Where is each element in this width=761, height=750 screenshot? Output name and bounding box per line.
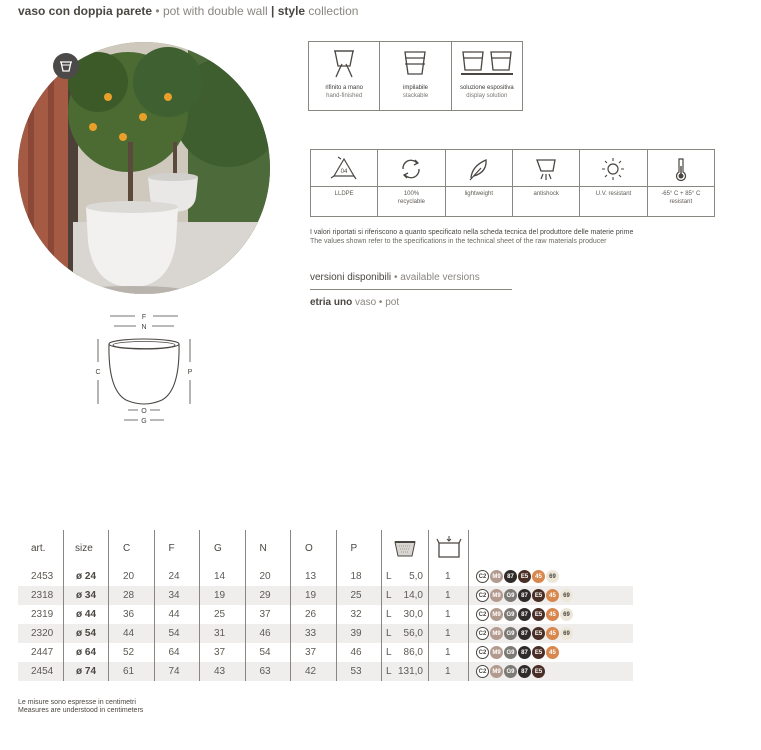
color-swatch[interactable]: E5 <box>532 627 545 640</box>
header-o: O <box>305 543 313 554</box>
color-swatch[interactable]: G9 <box>504 665 517 678</box>
header-c: C <box>123 543 131 554</box>
title-style: style <box>277 4 306 18</box>
cell-n: 63 <box>259 666 271 677</box>
volume-value: 14,0 <box>403 590 423 601</box>
size-table <box>18 530 633 681</box>
color-swatch[interactable]: 87 <box>518 665 531 678</box>
color-swatch[interactable]: C2 <box>476 646 489 659</box>
cell-volume <box>381 609 428 620</box>
header-size: size <box>75 543 93 554</box>
color-swatch[interactable]: 45 <box>546 608 559 621</box>
header-p: P <box>350 543 358 554</box>
color-swatch[interactable]: 87 <box>504 570 517 583</box>
color-swatch[interactable]: G9 <box>504 589 517 602</box>
color-swatches <box>468 570 633 583</box>
cell-o: 42 <box>305 666 317 677</box>
color-swatches <box>468 627 633 640</box>
stackable-icon <box>402 48 428 78</box>
cell-c: 52 <box>123 647 135 658</box>
cell-g: 43 <box>214 666 226 677</box>
volume-value: 56,0 <box>403 628 423 639</box>
product-title: etria uno <box>310 297 353 308</box>
footnote-it: Le misure sono espresse in centimetri <box>18 699 136 706</box>
volume-value: 86,0 <box>403 647 423 658</box>
dim-c: C <box>95 369 101 376</box>
dim-p: P <box>187 369 193 376</box>
color-swatch[interactable]: 87 <box>518 608 531 621</box>
feature-stackable <box>380 42 451 110</box>
table-body <box>18 567 633 681</box>
cell-g: 31 <box>214 628 226 639</box>
feature-antishock <box>513 150 580 216</box>
cell-quantity: 1 <box>445 571 451 582</box>
features-box-2 <box>310 149 715 217</box>
color-swatch[interactable]: E5 <box>518 570 531 583</box>
cell-size: ø 54 <box>76 628 97 639</box>
footnote <box>18 699 143 715</box>
color-swatch[interactable]: G9 <box>504 646 517 659</box>
cell-art: 2318 <box>31 590 54 601</box>
table-row <box>18 624 633 643</box>
header-quantity <box>428 535 468 562</box>
cell-art: 2453 <box>31 571 54 582</box>
cell-g: 25 <box>214 609 226 620</box>
feature-uv-resistant <box>580 150 647 216</box>
cell-o: 26 <box>305 609 317 620</box>
color-swatch[interactable]: M9 <box>490 665 503 678</box>
color-swatch[interactable]: C2 <box>476 665 489 678</box>
recycle-04-icon <box>330 156 358 182</box>
cell-p: 18 <box>350 571 362 582</box>
title-bar: | <box>271 4 275 18</box>
product-it: vaso <box>355 297 377 308</box>
feature-label-en: stackable <box>402 93 429 99</box>
footnote-en: Measures are understood in centimeters <box>18 707 144 714</box>
dim-f: F <box>141 314 147 321</box>
volume-unit: L <box>386 666 392 677</box>
feature-label: antishock <box>533 191 559 197</box>
feature-label-en: display solution <box>466 93 508 99</box>
feature-label: lightweight <box>464 191 493 197</box>
dim-n: N <box>141 324 147 331</box>
volume-value: 30,0 <box>403 609 423 620</box>
product-en: pot <box>385 297 400 308</box>
color-swatch[interactable]: M9 <box>490 646 503 659</box>
cell-p: 39 <box>350 628 362 639</box>
pot-volume-icon <box>393 539 417 559</box>
cell-volume <box>381 571 428 582</box>
color-swatch[interactable]: 87 <box>518 646 531 659</box>
cell-art: 2319 <box>31 609 54 620</box>
cell-g: 14 <box>214 571 226 582</box>
feature-label-2: resistant <box>669 199 693 205</box>
header-volume <box>381 539 428 559</box>
volume-value: 131,0 <box>397 666 423 677</box>
cell-volume <box>381 628 428 639</box>
pot-badge-icon <box>53 53 79 79</box>
product-photo <box>18 42 270 294</box>
cell-f: 54 <box>168 628 180 639</box>
title-collection: collection <box>308 4 359 18</box>
header-g: G <box>214 543 222 554</box>
cell-o: 33 <box>305 628 317 639</box>
cell-o: 13 <box>305 571 317 582</box>
note-it: I valori riportati si riferiscono a quanto specificato nella scheda tecnica del produttore delle materie prime <box>310 229 634 236</box>
dimension-diagram <box>90 310 210 433</box>
cell-quantity: 1 <box>445 628 451 639</box>
versions-heading <box>310 272 512 290</box>
feature-lightweight <box>446 150 513 216</box>
cell-quantity: 1 <box>445 647 451 658</box>
feature-label-it: rifinito a mano <box>325 85 363 91</box>
cell-art: 2320 <box>31 628 54 639</box>
color-swatch[interactable]: 69 <box>560 608 573 621</box>
cell-quantity: 1 <box>445 590 451 601</box>
volume-value: 5,0 <box>409 571 423 582</box>
sun-icon <box>600 156 626 182</box>
color-swatch[interactable]: C2 <box>476 570 489 583</box>
title-en: pot with double wall <box>162 4 268 18</box>
color-swatch[interactable]: M9 <box>490 608 503 621</box>
technical-note <box>310 228 633 246</box>
color-swatch[interactable]: 87 <box>518 627 531 640</box>
product-name <box>310 297 399 308</box>
cell-f: 64 <box>168 647 180 658</box>
cell-g: 37 <box>214 647 226 658</box>
versions-it: versioni disponibili <box>310 272 392 283</box>
thermometer-icon <box>671 156 691 182</box>
feature-label-it: soluzione espositiva <box>459 85 514 91</box>
cell-p: 25 <box>350 590 362 601</box>
features-box-1 <box>308 41 523 111</box>
recyclable-icon <box>398 156 424 182</box>
cell-n: 54 <box>259 647 271 658</box>
cell-art: 2454 <box>31 666 54 677</box>
table-row <box>18 662 633 681</box>
feature-label: 100% <box>403 191 420 197</box>
feature-label: U.V. resistant <box>595 191 632 197</box>
table-header <box>18 530 633 567</box>
cell-size: ø 74 <box>76 666 97 677</box>
table-row <box>18 643 633 662</box>
header-f: F <box>168 543 175 554</box>
color-swatch[interactable]: 69 <box>560 589 573 602</box>
cell-p: 53 <box>350 666 362 677</box>
color-swatch[interactable]: C2 <box>476 608 489 621</box>
cell-c: 28 <box>123 590 135 601</box>
color-swatch[interactable]: 69 <box>560 627 573 640</box>
color-swatch[interactable]: C2 <box>476 627 489 640</box>
cell-n: 29 <box>259 590 271 601</box>
dim-o: O <box>141 408 147 415</box>
cell-n: 46 <box>259 628 271 639</box>
hand-finished-icon <box>331 48 357 78</box>
color-swatch[interactable]: M9 <box>490 589 503 602</box>
feature-lldpe <box>311 150 378 216</box>
color-swatch[interactable]: M9 <box>490 627 503 640</box>
volume-unit: L <box>386 647 392 658</box>
color-swatch[interactable]: E5 <box>532 665 545 678</box>
cell-art: 2447 <box>31 647 54 658</box>
color-swatch[interactable]: G9 <box>504 627 517 640</box>
color-swatches <box>468 608 633 621</box>
cell-quantity: 1 <box>445 666 451 677</box>
cell-f: 24 <box>168 571 180 582</box>
color-swatch[interactable]: G9 <box>504 608 517 621</box>
color-swatch[interactable]: E5 <box>532 608 545 621</box>
title-sep: • <box>155 4 160 18</box>
note-en: The values shown refer to the specifications in the technical sheet of the raw materials producer <box>310 238 607 245</box>
versions-sep: • <box>393 272 398 283</box>
svg-text:04: 04 <box>340 169 348 175</box>
feather-icon <box>466 156 492 182</box>
cell-n: 37 <box>259 609 271 620</box>
cell-size: ø 34 <box>76 590 97 601</box>
cell-n: 20 <box>259 571 271 582</box>
versions-en: available versions <box>400 272 480 283</box>
color-swatches <box>468 646 633 659</box>
cell-o: 19 <box>305 590 317 601</box>
color-swatch[interactable]: M9 <box>490 570 503 583</box>
dim-g: G <box>141 418 147 425</box>
cell-c: 20 <box>123 571 135 582</box>
feature-label: LLDPE <box>334 191 354 197</box>
color-swatch[interactable]: 45 <box>546 589 559 602</box>
feature-temperature <box>648 150 714 216</box>
color-swatch[interactable]: 87 <box>518 589 531 602</box>
cell-p: 32 <box>350 609 362 620</box>
color-swatch[interactable]: 45 <box>532 570 545 583</box>
feature-label-it: impilabile <box>402 85 428 91</box>
color-swatches <box>468 589 633 602</box>
feature-recyclable <box>378 150 445 216</box>
feature-label: -65° C + 85° C <box>661 191 701 197</box>
header-n: N <box>259 543 267 554</box>
cell-size: ø 64 <box>76 647 97 658</box>
box-quantity-icon <box>436 535 462 559</box>
color-swatch[interactable]: 69 <box>546 570 559 583</box>
feature-label-en: hand-finished <box>326 93 363 99</box>
feature-label-2: recyclable <box>397 199 425 205</box>
cell-f: 34 <box>168 590 180 601</box>
feature-display-solution <box>452 42 522 110</box>
volume-unit: L <box>386 571 392 582</box>
cell-volume <box>381 590 428 601</box>
title-it: vaso con doppia parete <box>18 4 153 18</box>
table-row <box>18 586 633 605</box>
volume-unit: L <box>386 590 392 601</box>
color-swatch[interactable]: E5 <box>532 589 545 602</box>
color-swatch[interactable]: C2 <box>476 589 489 602</box>
cell-f: 74 <box>168 666 180 677</box>
cell-c: 61 <box>123 666 135 677</box>
cell-g: 19 <box>214 590 226 601</box>
cell-size: ø 24 <box>76 571 97 582</box>
color-swatch[interactable]: E5 <box>532 646 545 659</box>
color-swatch[interactable]: 45 <box>546 646 559 659</box>
display-solution-icon <box>459 48 515 78</box>
color-swatch[interactable]: 45 <box>546 627 559 640</box>
cell-c: 36 <box>123 609 135 620</box>
antishock-icon <box>533 156 559 182</box>
page-title <box>18 4 358 18</box>
volume-unit: L <box>386 628 392 639</box>
cell-f: 44 <box>168 609 180 620</box>
volume-unit: L <box>386 609 392 620</box>
cell-volume <box>381 666 428 677</box>
feature-hand-finished <box>309 42 380 110</box>
cell-volume <box>381 647 428 658</box>
table-row <box>18 567 633 586</box>
cell-o: 37 <box>305 647 317 658</box>
product-sep: • <box>378 297 383 308</box>
cell-quantity: 1 <box>445 609 451 620</box>
color-swatches <box>468 665 633 678</box>
table-row <box>18 605 633 624</box>
header-art: art. <box>31 543 46 554</box>
cell-c: 44 <box>123 628 135 639</box>
cell-p: 46 <box>350 647 362 658</box>
cell-size: ø 44 <box>76 609 97 620</box>
